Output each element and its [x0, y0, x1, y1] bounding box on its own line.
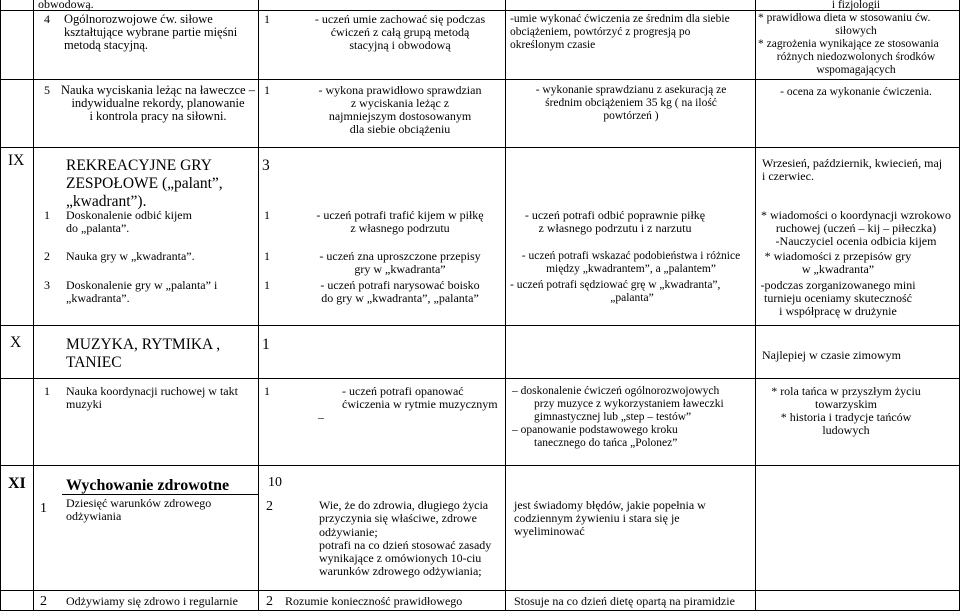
row-basic-requirements: - uczeń zna uproszczone przepisy gry w „kwadranta”	[319, 249, 481, 276]
row-topic: Nauka gry w „kwadranta”.	[66, 249, 195, 263]
row-number: 1	[44, 384, 50, 398]
section-hours: 3	[262, 157, 270, 174]
row-number: 4	[44, 12, 50, 26]
row-notes: - ocena za wykonanie ćwiczenia.	[780, 86, 932, 98]
row-extended-requirements: – doskonalenie ćwiczeń ogólnorozwojowych przy muzyce z wykorzystaniem ławeczki gimnastycznej lub „step – testów” – opanowanie podstawowego kroku tanecznego do tańca „Polonez”	[512, 385, 724, 449]
row-number: 3	[44, 278, 50, 292]
row-hours: 1	[264, 278, 270, 292]
row-topic: Doskonalenie odbić kijem do „palanta”.	[66, 208, 192, 235]
section-number: XI	[8, 475, 26, 492]
row-notes: * wiadomości o koordynacji wzrokowo ruchowej (uczeń – kij – piłeczka) -Nauczyciel ocenia odbicia kijem	[761, 208, 951, 248]
row-hours: 1	[264, 12, 270, 26]
section-number: IX	[8, 152, 25, 169]
row-notes: -podczas zorganizowanego mini turnieju oceniamy skuteczność i współpracę w drużynie	[760, 278, 916, 318]
row-basic-requirements: - uczeń potrafi opanować ćwiczenia w rytmie muzycznym –	[318, 384, 498, 424]
row-hours: 1	[264, 83, 270, 97]
row-basic-requirements: - uczeń potrafi trafić kijem w piłkę z własnego podrzutu	[316, 208, 484, 235]
row-notes: * rola tańca w przyszłym życiu towarzyskim * historia i tradycje tańców ludowych	[771, 384, 921, 437]
section-hours: 1	[262, 336, 270, 353]
row-hours: 2	[266, 499, 273, 514]
section-hours: 10	[268, 475, 282, 490]
section-timing: Wrzesień, październik, kwiecień, maj i czerwiec.	[762, 156, 943, 183]
row-topic: Nauka wyciskania leżąc na ławeczce – indywidualne rekordy, planowanie i kontrola pracy na siłowni.	[61, 83, 255, 123]
row-hours: 2	[266, 594, 273, 609]
section-title: REKREACYJNE GRY ZESPOŁOWE („palant”, „kwadrant”).	[66, 157, 223, 210]
row-topic: Odżywiamy się zdrowo i regularnie	[66, 594, 238, 608]
row-extended-requirements: -umie wykonać ćwiczenia ze średnim dla siebie obciążeniem, powtórzyć z progresją po określonym czasie	[510, 13, 730, 51]
carry-over-text: obwodową.	[38, 0, 94, 11]
row-topic: Doskonalenie gry w „palanta” i „kwadranta”.	[66, 278, 218, 305]
row-topic: Dziesięć warunków zdrowego odżywiania	[66, 496, 212, 523]
row-topic: Nauka koordynacji ruchowej w takt muzyki	[66, 384, 238, 411]
row-basic-requirements: - uczeń umie zachować się podczas ćwiczeń z całą grupą metodą stacyjną i obwodową	[314, 12, 486, 52]
row-notes: i fizjologii * prawidłowa dieta w stosowaniu ćw. siłowych * zagrożenia wynikające ze stosowania różnych niedozwolonych środków wspomagających	[758, 0, 939, 76]
row-notes: * wiadomości z przepisów gry w „kwadranta”	[764, 249, 912, 276]
row-basic-requirements: - wykona prawidłowo sprawdzian z wyciskania leżąc z najmniejszym dostosowanym dla siebie obciążeniu	[318, 83, 482, 136]
row-extended-requirements: - uczeń potrafi odbić poprawnie piłkę z własnego podrzutu i z narzutu	[524, 208, 706, 235]
section-title: Wychowanie zdrowotne	[66, 477, 230, 494]
row-basic-requirements: - uczeń potrafi narysować boisko do gry w „kwadranta”, „palanta”	[320, 278, 480, 305]
row-extended-requirements: - wykonanie sprawdzianu z asekuracją ze średnim obciążeniem 35 kg ( na ilość powtórzeń )	[535, 84, 727, 122]
row-basic-requirements: Wie, że do zdrowia, długiego życia przyczynia się właściwe, zdrowe odżywianie; potrafi na co dzień stosować zasady wynikające z omówionych 10-ciu warunków zdrowego odżywiania;	[319, 498, 492, 579]
row-topic: Ogólnorozwojowe ćw. siłowe kształtujące wybrane partie mięśni metodą stacyjną.	[64, 12, 238, 52]
row-hours: 1	[264, 249, 270, 263]
row-hours: 1	[264, 208, 270, 222]
row-number: 2	[44, 249, 50, 263]
row-number: 2	[40, 594, 47, 609]
row-hours: 1	[264, 384, 270, 398]
row-extended-requirements: jest świadomy błędów, jakie popełnia w codziennym żywieniu i stara się je wyeliminować	[514, 498, 706, 538]
section-timing: Najlepiej w czasie zimowym	[762, 348, 901, 362]
row-number: 1	[40, 501, 47, 516]
section-title: MUZYKA, RYTMIKA , TANIEC	[66, 336, 221, 371]
row-basic-requirements: Rozumie konieczność prawidłowego	[285, 594, 463, 608]
row-extended-requirements: Stosuje na co dzień dietę opartą na piramidzie	[514, 594, 735, 608]
section-number: X	[10, 334, 22, 351]
row-extended-requirements: - uczeń potrafi sędziować grę w „kwadranta”, „palanta”	[510, 279, 721, 304]
row-number: 5	[44, 83, 50, 97]
row-number: 1	[44, 208, 50, 222]
row-extended-requirements: - uczeń potrafi wskazać podobieństwa i różnice między „kwadrantem”, a „palantem”	[521, 250, 741, 275]
